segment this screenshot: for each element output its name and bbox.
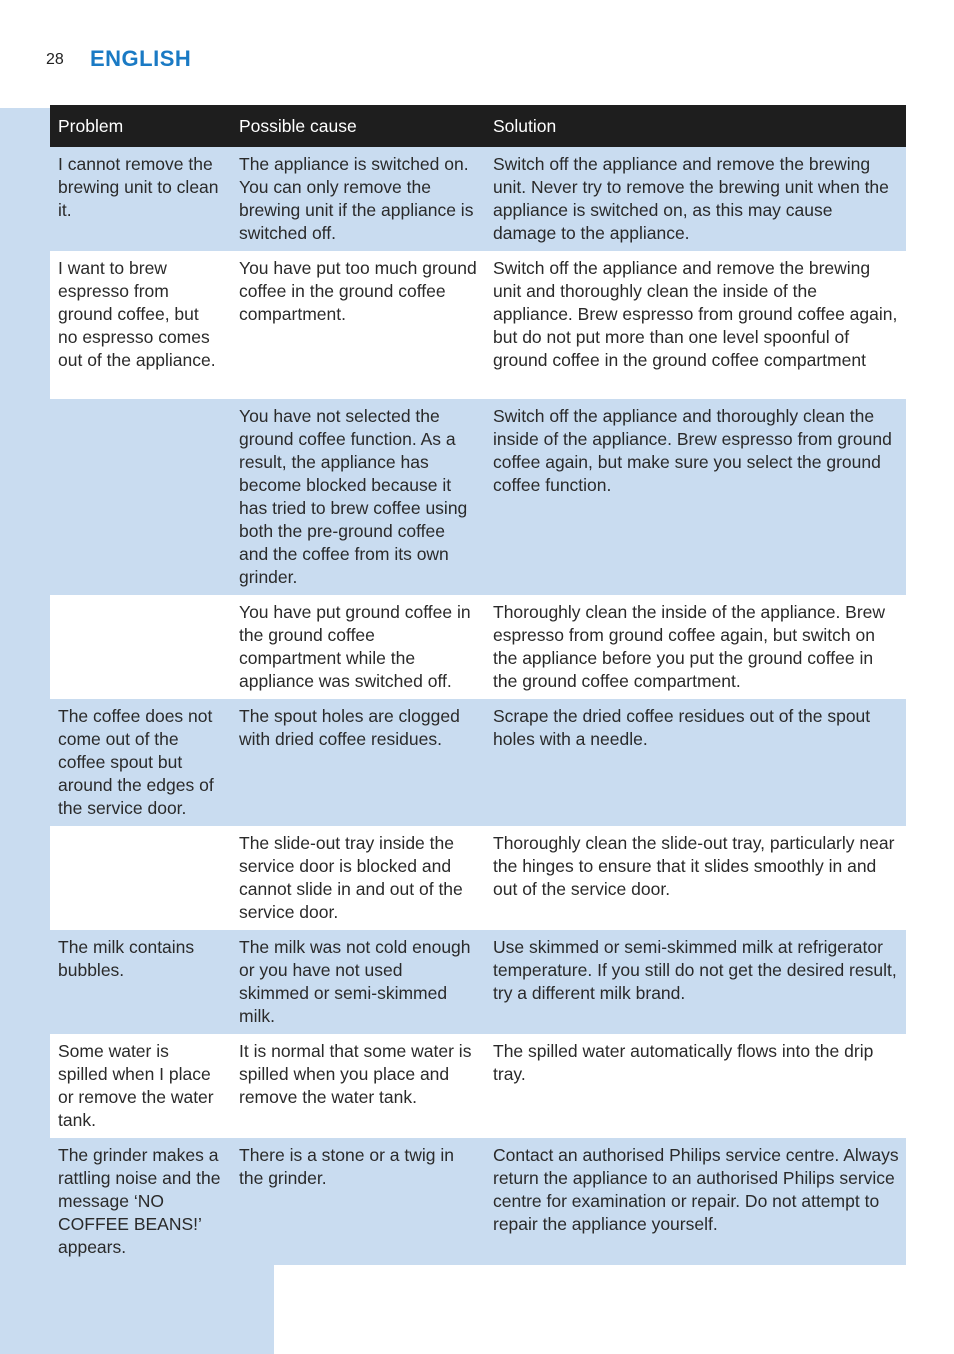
solution-cell: Scrape the dried coffee residues out of the spout holes with a needle.	[485, 699, 906, 826]
table-row	[50, 1034, 906, 1138]
problem-cell	[50, 595, 231, 699]
solution-cell: The spilled water automatically flows into the drip tray.	[485, 1034, 906, 1138]
cause-cell: The milk was not cold enough or you have not used skimmed or semi-skimmed milk.	[231, 930, 485, 1034]
table-row	[50, 251, 906, 399]
problem-cell: The grinder makes a rattling noise and the message ‘NO COFFEE BEANS!’ appears.	[50, 1138, 231, 1265]
table-row	[50, 826, 906, 930]
page-number: 28	[46, 51, 64, 68]
cause-cell: You have put too much ground coffee in the ground coffee compartment.	[231, 251, 485, 399]
cause-cell: The spout holes are clogged with dried coffee residues.	[231, 699, 485, 826]
troubleshooting-table	[50, 105, 906, 1265]
solution-cell: Switch off the appliance and thoroughly clean the inside of the appliance. Brew espresso from ground coffee again, but make sure you select the ground coffee function.	[485, 399, 906, 595]
problem-cell: I want to brew espresso from ground coffee, but no espresso comes out of the appliance.	[50, 251, 231, 399]
column-header-cause: Possible cause	[231, 105, 485, 147]
cause-cell: It is normal that some water is spilled when you place and remove the water tank.	[231, 1034, 485, 1138]
table-header-row	[50, 105, 906, 147]
column-header-problem: Problem	[50, 105, 231, 147]
problem-cell: The milk contains bubbles.	[50, 930, 231, 1034]
problem-cell: I cannot remove the brewing unit to clean it.	[50, 147, 231, 251]
solution-cell: Switch off the appliance and remove the brewing unit. Never try to remove the brewing unit when the appliance is switched on, as this may cause damage to the appliance.	[485, 147, 906, 251]
solution-cell: Contact an authorised Philips service centre. Always return the appliance to an authorised Philips service centre for examination or repair. Do not attempt to repair the appliance yourself.	[485, 1138, 906, 1265]
column-header-solution: Solution	[485, 105, 906, 147]
section-title: ENGLISH	[90, 46, 192, 71]
solution-cell: Thoroughly clean the slide-out tray, particularly near the hinges to ensure that it slides smoothly in and out of the service door.	[485, 826, 906, 930]
problem-cell: Some water is spilled when I place or remove the water tank.	[50, 1034, 231, 1138]
table-row	[50, 147, 906, 251]
solution-cell: Switch off the appliance and remove the brewing unit and thoroughly clean the inside of the appliance. Brew espresso from ground coffee again, but do not put more than one level spoonful of ground coffee in the ground coffee compartment	[485, 251, 906, 399]
table-row	[50, 699, 906, 826]
cause-cell: The appliance is switched on. You can only remove the brewing unit if the appliance is switched off.	[231, 147, 485, 251]
problem-cell: The coffee does not come out of the coffee spout but around the edges of the service door.	[50, 699, 231, 826]
solution-cell: Use skimmed or semi-skimmed milk at refrigerator temperature. If you still do not get the desired result, try a different milk brand.	[485, 930, 906, 1034]
table-row	[50, 1138, 906, 1265]
cause-cell: The slide-out tray inside the service door is blocked and cannot slide in and out of the service door.	[231, 826, 485, 930]
table-row	[50, 399, 906, 595]
cause-cell: You have not selected the ground coffee function. As a result, the appliance has become blocked because it has tried to brew coffee using both the pre-ground coffee and the coffee from its own grinder.	[231, 399, 485, 595]
table-row	[50, 930, 906, 1034]
cause-cell: There is a stone or a twig in the grinder.	[231, 1138, 485, 1265]
solution-cell: Thoroughly clean the inside of the appliance. Brew espresso from ground coffee again, but switch on the appliance before you put the ground coffee in the ground coffee compartment.	[485, 595, 906, 699]
cause-cell: You have put ground coffee in the ground coffee compartment while the appliance was switched off.	[231, 595, 485, 699]
problem-cell	[50, 826, 231, 930]
table-row	[50, 595, 906, 699]
problem-cell	[50, 399, 231, 595]
